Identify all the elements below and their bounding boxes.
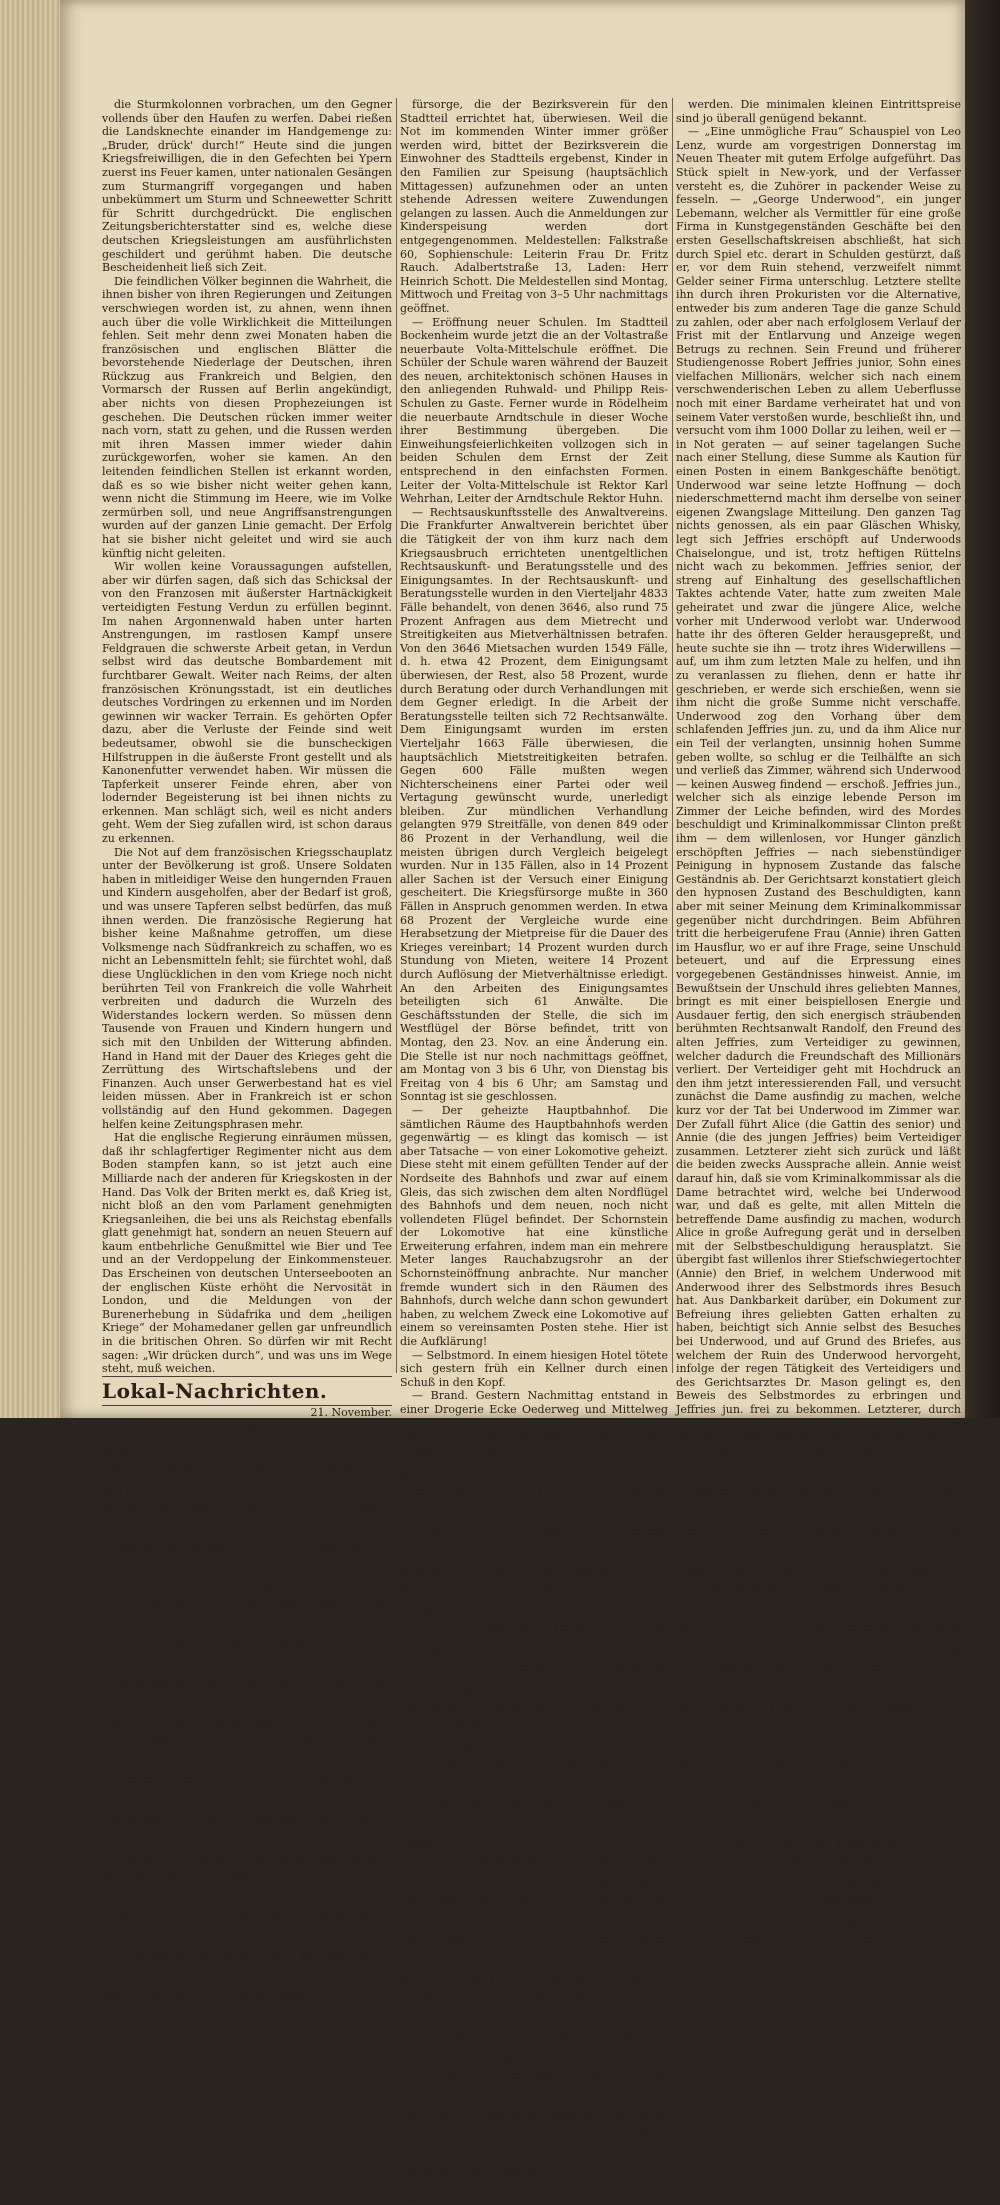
column-1 bbox=[102, 98, 392, 2004]
news-item: — Bockenheimer Turngemeinde. Sonntag, den 22. November Ausflug der Schüler-Abteilung, Heiligenstock-Vilbel. Abmarsch 8 Uhr morgens vom Vereinshaus, Marburgerstraße 28. Verbunden mit Kriegsspiel gegen Wartburgverein Frankfurt a. M. Leiter: die Herren C. Wolfe und W. Pfister. Freunde und Gönner sind herzlichst willkommen. bbox=[400, 1729, 668, 1851]
poem-line: Aus der ersten Batterie. bbox=[751, 1946, 886, 1960]
poem-line: Frankfurt „Patentante“ nennt, bbox=[734, 1865, 903, 1879]
news-item: — Albert Schumann-Theater. Morgen Sonntag, den 22. Mts., gelangt als 50. zu großem Erfolge bisher zur Darstellung gebrachte vaterländische Volksspiel: „Kamerad Männe“ in zwei Vorstellungen, nachmittags 4 Uhr und abends 8 Uhr zur Aufführung und zwar nachmittags wie abends in gleicher bisheriger erstklassiger Besetzung. Billets können auch telephonisch (Amt 4603) vorbestellt bbox=[400, 2069, 668, 2205]
article-paragraph: Wir wollen keine Voraussagungen aufstellen, aber wir dürfen sagen, daß sich das Schicksal der von den Franzosen mit äußerster Hartnäckigkeit verteidigten Festung Verdun zu erfüllen beginnt. Im nahen Argonnenwald haben unter harten Anstrengungen, im rastlosen Kampf unsere Feldgrauen die schwerste Arbeit getan, in Verdun selbst wird das deutsche Bombardement mit furchtbarer Gewalt. Weiter nach Reims, der alten französischen Krönungsstadt, ist ein deutliches deutsches Vordringen zu erkennen und im Norden gewinnen wir wacker Terrain. Es gehörten Opfer dazu, aber die Verluste der Feinde sind weit bedeutsamer, obwohl sie die bunscheckigen Hilfstruppen in die äußerste Front gestellt und als Kanonenfutter verwendet haben. Wir müssen die Tapferkeit unserer Feinde ehren, aber von lodernder Begeisterung ist bei ihnen nichts zu erkennen. Man schlägt sich, weil es nicht anders geht. Wem der Sieg zufallen wird, ist schon daraus zu erkennen. bbox=[102, 560, 392, 846]
column-2 bbox=[400, 98, 668, 2205]
news-item: — Rechtsauskunftsstelle des Anwaltvereins. Die Frankfurter Anwaltverein berichtet über die Tätigkeit der von ihm kurz nach dem Kriegsausbruch errichteten unentgeltlichen Rechtsauskunft- und Beratungsstelle und des Einigungsamtes. In der Rechtsauskunft- und Beratungsstelle wurden in den Vierteljahr 4833 Fälle behandelt, von denen 3646, also rund 75 Prozent Anfragen aus dem Mietrecht und Streitigkeiten aus Mietverhältnissen betrafen. Von den 3646 Mietsachen wurden 1549 Fälle, d. h. etwa 42 Prozent, dem Einigungsamt überwiesen, der Rest, also 58 Prozent, wurde durch Beratung oder durch Verhandlungen mit dem Gegner erledigt. In die Arbeit der Beratungsstelle teilten sich 72 Rechtsanwälte. Dem Einigungsamt wurden im ersten Vierteljahr 1663 Fälle überwiesen, die hauptsächlich Mietstreitigkeiten betrafen. Gegen 600 Fälle mußten wegen Nichterscheinens einer Partei oder weil Vertagung gewünscht wurde, unerledigt bleiben. Zur mündlichen Verhandlung gelangten 979 Streitfälle, von denen 849 oder 86 Prozent in der Verhandlung, weil die meisten übrigen durch Vergleich beigelegt wurden. Nur in 135 Fällen, also in 14 Prozent aller Sachen ist der Versuch einer Einigung gescheitert. Die Kriegsfürsorge mußte in 360 Fällen in Anspruch genommen werden. In etwa 68 Prozent der Vergleiche wurde eine Herabsetzung der Mietpreise für die Dauer des Krieges vereinbart; 14 Prozent wurden durch Stundung von Mieten, weitere 14 Prozent durch Auflösung der Mietverhältnisse erledigt. An den Arbeiten des Einigungsamtes beteiligten sich 61 Anwälte. Die Geschäftsstunden der Stelle, die sich im Westflügel der Börse befindet, tritt von Montag, den 23. Nov. an eine Änderung ein. Die Stelle ist nur noch nachmittags geöffnet, am Montag von 3 bis 6 Uhr, von Dienstag bis Freitag von 4 bis 6 Uhr; am Samstag und Sonntag ist sie geschlossen. bbox=[400, 505, 668, 1104]
news-item: — Stadtverordneter von Lasaulx gefallen. Auf dem nordwestlichen Kriegsschauplatz ist der nationalliberale Stadtverordnete von Lasaulx gefallen. Herr von Lasaulx ist der Landwehroffizier a. D. war, hatte sich zu Beginn des Krieges wieder zur Verfügung gestellt und wurde Kompagnieführer in einem Landwehr-Regiment. Als solcher hatte er mehrere Wochen die Bahnhofswache in Namur. Vor etwa 14 Tagen mußte er mit seiner Kompagnie nach dem nordwestlichen Kriegsschauplatz, wo er von einer feindlichen Kugel getroffen, auf dem Feld der Ehre sein Leben aushauchte. bbox=[102, 1786, 392, 1949]
news-item: — „Eine unmögliche Frau“ Schauspiel von Leo Lenz, wurde am vorgestrigen Donnerstag im Neuen Theater mit gutem Erfolge aufgeführt. Das Stück spielt in New-york, und der Verfasser versteht es, die Zuhörer in packender Weise zu fesseln. — „George Underwood“, ein junger Lebemann, welcher als Vermittler für eine große Firma in Kunstgegenständen Geschäfte bei den ersten Gesellschaftskreisen abschließt, hat sich durch Spiel etc. derart in Schulden gestürzt, daß er, vor dem Ruin stehend, verzweifelt nimmt Gelder seiner Firma unterschlug. Letztere stellte ihn durch ihren Prokuristen vor die Alternative, entweder bis zum anderen Tage die ganze Schuld zu zahlen, oder aber nach erfolglosem Verlauf der Frist mit der Entlarvung und Anzeige wegen Betrugs zu rechnen. Sein Freund und früherer Studiengenosse Robert Jeffries junior, Sohn eines vielfachen Millionärs, welcher sich nach einem verschwenderischen Leben zu allem Ueberflusse noch mit einer Bardame verheiratet hat und von seinem Vater verstoßen wurde, beschließt ihn, und versucht vom ihm 1000 Dollar zu leihen, weil er — in Not geraten — auf seiner tagelangen Suche nach einer Stellung, diese Summe als Kaution für einen Posten in einem Bankgeschäfte benötigt. Underwood war seine letzte Hoffnung — doch niederschmetternd macht ihm derselbe von seiner eigenen Zwangslage Mitteilung. Den ganzen Tag nichts genossen, als ein paar Gläschen Whisky, legt sich Jeffries erschöpft auf Underwoods Chaiselongue, und ist, trotz heftigen Rüttelns nicht wach zu bekommen. Jeffries senior, der streng auf Einhaltung des gesellschaftlichen Taktes achtende Vater, hatte zum zweiten Male geheiratet und zwar die jüngere Alice, welche vorher mit Underwood verlobt war. Underwood hatte ihr des öfteren Gelder herausgepreßt, und heute suchte sie ihn — trotz ihres Widerwillens — auf, um ihm zum letzten Male zu helfen, und ihn zu veranlassen zu fliehen, denn er hatte ihr geschrieben, er werde sich erschießen, wenn sie ihm nicht die große Summe nicht verschaffe. Underwood zog den Vorhang über dem schlafenden Jeffries jun. zu, und da ihm Alice nur ein Teil der verlangten, unsinnig hohen Summe geben wollte, so schlug er die Teilhälfte an sich und verließ das Zimmer, während sich Underwood — keinen Ausweg findend — erschoß. Jeffries jun., welcher sich als einzige lebende Person im Zimmer der Leiche befinden, wird des Mordes beschuldigt und Kriminalkommissar Clinton preßt ihm — dem willenlosen, vor Hunger gänzlich erschöpften Jeffries — nach siebenstündiger Peinigung in hypnosem Zustande das falsche Geständnis ab. Der Gerichtsarzt konstatiert gleich den hypnosen Zustand des Beschuldigten, kann aber mit seiner Meinung dem Kriminalkommissar gegenüber nicht durchdringen. Beim Abführen tritt die herbeigerufene Frau (Annie) ihren Gatten im Hausflur, wo er auf ihre Frage, seine Unschuld beteuert, und auf die Erpressung eines vorgegebenen Geständnisses hinweist. Annie, im Bewußtsein der Unschuld ihres geliebten Mannes, bringt es mit einer beispiellosen Energie und Ausdauer fertig, den sich energisch sträubenden berühmten Rechtsanwalt Randolf, den Freund des alten Jeffries, zum Verteidiger zu gewinnen, welcher dadurch die Freundschaft des Millionärs verliert. Der Verteidiger geht mit Hochdruck an den ihm jetzt interessierenden Fall, und versucht zunächst die Dame ausfindig zu machen, welche kurz vor der Tat bei Underwood im Zimmer war. Der Zufall führt Alice (die Gattin des senior) und Annie (die des jungen Jeffries) beim Verteidiger zusammen. Letzterer zieht sich zurück und läßt die beiden zwecks Aussprache allein. Annie weist darauf hin, daß sie vom Kriminalkommissar als die Dame betrachtet wird, welche bei Underwood war, und daß es gelte, mit allen Mitteln die betreffende Dame ausfindig zu machen, wodurch Alice in große Aufregung gerät und in derselben mit der Selbstbeschuldigung herausplatzt. Sie übergibt fast willenlos ihrer Stiefschwiegertochter (Annie) den Brief, in welchem Underwood mit Anderwood ihrer des Selbstmords ihres Besuch hat. Aus Dankbarkeit darüber, ein Dokument zur Befreiung ihres geliebten Gatten erhalten zu haben, beichtigt sich Annie selbst des Besuches bei Underwood, und auf Grund des Briefes, aus welchem der Ruin des Underwood hervorgeht, infolge der regen Tätigkeit des Verteidigers und des Gerichtsarztes Dr. Mason gelingt es, den Beweis des Selbstmordes zu erbringen und Jeffries jun. frei zu bekommen. Letzterer, durch die ungewohnten Entbehrungen und seelischen Strapazen ganz mitgenommen, soll mit seinem, ihn bisher verstoßenen Vater und seiner Stiefmutter angeblich wegen Erholung, in Wirklichkeit aber zwecks Scheidung von seiner „kompromittierten, unebenbürtigen“ Frau, mit nach Italien genommen werden. Jeffries jun. will auf Annies Drängen, welche sich um die Gesundheit ihres Gatten abhärmt, auch einwilligen, bleibt aber doch bei seiner „unmöglichen Frau“ als er durch den Verteidiger erfährt, daß er jetzt entdeckt habe, daß der erwähnte Brief nicht an Annie, sondern an Alice Jeffries adressiert war, und als ihm Randolf aus Mitgefühl einen Posten auf seinem Bureau anbietet. — Das echt amerikanische Schauspiel fand durch die sehr gute Wiedergabe der Letztere stets viel Beifall. Es spielten: Underwood (Herr Rost), Jeffries senior (Herr Lexa), Alice (Frl. Leiko), Alice (Frl. Olly), Rechtsanwalt Randolf (Herr Kröpfer) und Kriminalkommissar Clinton (Herr Knauth) leisteten in ihren Rollen recht Gutes. bbox=[676, 125, 961, 1729]
poem-line: „Dank für all die Lieb' und Müh'“ bbox=[725, 1933, 912, 1947]
news-item: — Großfeuer. In der Wagnerei von Westenberger, Cranachstraße 13, brach in der letzten Nacht ein Brand aus. Er fand an den vielen Holzvorräten reiche Nahrung und zerstörte die Inneneinrichtungen und den größten Teil des im Hinterhaus belegenen Werkstätte. Die Feuerwehr hatte mit sechs Schlauchlinien fast vier Stunden zu tun, um des Brandes, der die Nachbargebäude schwer gefährdete, Herr zu werden. bbox=[400, 1457, 668, 1593]
binding-edge bbox=[960, 0, 1000, 1418]
poem-line: Wer wie's Regiment bbox=[762, 1851, 875, 1865]
poem-line: Nütz- und Süß- und Kleinigkeiten. bbox=[723, 1838, 914, 1851]
section-heading: Lokal-Nachrichten. bbox=[102, 1376, 392, 1406]
news-item: — Eine Sitzung der Stadtverordneten-Versammlung findet nächste Woche nicht statt. bbox=[102, 1759, 392, 1786]
news-item: — Die diesjährigen Weihnachtsferien für die Fortbildungs- und Fachschulen sind auf die Zeit vom 12. Dezember bis 4. Januar 1915 — den letzteren Tag einschließlich — festgesetzt worden. bbox=[400, 1593, 668, 1661]
column-rule bbox=[672, 98, 673, 1373]
news-item: — Brand. Gestern Nachmittag entstand in einer Drogerie Ecke Oederweg und Mittelweg ein Brand, der zwar von der Feuerwehr bald gelöscht wurde, an den Vorräten aber erheblichen Schaden anrichtete. bbox=[400, 1389, 668, 1457]
news-item: — Die erste Batterie des Nassauischen Feldartillerie-Regiments 63 Regiment „Frankfurt“ sendet folgenden Dank für eine Liebesgabensendung: bbox=[676, 1729, 961, 1784]
column-rule bbox=[396, 98, 397, 1373]
poem-line: Der kriegt jetzt von allen Seiten bbox=[729, 1824, 908, 1838]
news-item: — Weihnachtssammlung für unsere Soldaten. Wie wir erfahren, hat der erste Sammeltag der Weihnachtssammlung wieder dank der Opferbereitschaft der Frankfurter Bürgerschaft einen glänzenden Erfolg gehabt, besonders Wollsachen und Zigarren gingen in reichen Mengen ein. Das Gesamtresultat wird später bekannt gegeben. Die Kriegsfürsorge macht nochmals darauf aufmerksam, daß die bekannt gegebenen Sammelstellen auch Sonntag, den 22. November, nach dem Gottesdienst ununterbrochen bis 5 Uhr geöffnet sind, ferner, daß nunmehr auch Schokolade, Lebkuchen, sowie für den Soldat im Felde nützliche Gebrauchsgegenstände, wie Taschenmesser, Pfeifen, Taschenlampen, Notizbücher, Bleistifte, Briefpapier, Kerzen, Seife usw. gesammelt werden. Obwohl zirka 1200 Sammelerinnen, unter Leitung von zirka 50 Damen, bei der Weihnachtssammlung tätig sind, ist es nicht möglich, alle Haushaltungen zu besuchen. Diejenigen Herrschaften, bei denen nicht gesammelt wurde, werden deshalb gebeten, ihre Gaben bis spätestens Montag, den 23. November, nachmittags 5 Uhr zu den bekannten Sammelstellen hinzubringen. bbox=[102, 1419, 392, 1759]
column-3 bbox=[676, 98, 961, 1960]
article-paragraph: Die feindlichen Völker beginnen die Wahrheit, die ihnen bisher von ihren Regierungen und Zeitungen verschwiegen worden ist, zu ahnen, wenn ihnen auch über die volle Wirklichkeit die Mitteilungen fehlen. Seit mehr denn zwei Monaten haben die französischen und englischen Blätter die bevorstehende Niederlage der Deutschen, ihren Rückzug aus Frankreich und Belgien, den Vormarsch der Russen auf Berlin angekündigt, aber nichts von diesen Prophezeiungen ist geschehen. Die Deutschen rücken immer weiter nach vorn, statt zu gehen, und die Russen werden mit ihren Massen immer wieder dahin zurückgeworfen, woher sie kamen. An den leitenden feindlichen Stellen ist erkannt worden, daß es so wie bisher nicht weiter gehen kann, wenn nicht die Stimmung im Heere, wie im Volke zermürben soll, und neue Angriffsanstrengungen wurden auf der ganzen Linie gemacht. Der Erfolg hat sie bisher nicht geleitet und wird sie auch künftig nicht geleiten. bbox=[102, 274, 392, 560]
poem-title: An Frankfurt. bbox=[767, 1783, 870, 1797]
dateline: 21. November. bbox=[310, 1405, 392, 1419]
news-item: werden. Die minimalen kleinen Eintrittspreise sind jo überall genügend bekannt. bbox=[676, 98, 961, 125]
poem-line: Dröhnt's vergrößert, hurra brausend: bbox=[713, 1919, 924, 1933]
news-item: fürsorge, die der Bezirksverein für den Stadtteil errichtet hat, überwiesen. Weil die Not im kommenden Winter immer größer werden wird, bittet der Bezirksverein die Einwohner des Stadtteils ergebenst, Kinder in den Familien zur Speisung (hauptsächlich Mittagessen) aufzunehmen oder an unten stehende Adressen weitere Zuwendungen gelangen zu lassen. Auch die Anmeldungen zur Kinderspeisung werden dort entgegengenommen. Meldestellen: Falkstraße 60, Sophienschule: Leiterin Frau Dr. Fritz Rauch. Adalbertstraße 13, Laden: Herr Heinrich Schott. Die Meldestellen sind Montag, Mittwoch und Freitag von 3–5 Uhr nachmittags geöffnet. bbox=[400, 98, 668, 315]
poem-line: Eine Riesenliebesgabe. bbox=[753, 1892, 884, 1906]
poem-line: Drum wie 1:100000 bbox=[763, 1905, 874, 1919]
poem-line: Kriegt in größerem Maßstabe bbox=[735, 1878, 902, 1892]
news-item: — Bezirksverein Bockenheim. Bei der am 4. November veranstalteten „Vaterländischen Kundgebung“ wurden 400 Mark eingenommen. Der gesamte Betrag wurde der Kinder- bbox=[102, 1949, 392, 2004]
news-item: — Eröffnung neuer Schulen. Im Stadtteil Bockenheim wurde jetzt die an der Voltastraße neuerbaute Volta-Mittelschule eröffnet. Die Schüler der Schule waren während der Bauzeit des neuen, architektonisch schönen Hauses in den anliegenden Ruhwald- und Philipp Reis-Schulen zu Gaste. Ferner wurde in Rödelheim die neuerbaute Arndtschule in dieser Woche ihrer Bestimmung übergeben. Die Einweihungsfeierlichkeiten vollzogen sich in beiden Schulen dem Ernst der Zeit entsprechend in den einfachsten Formen. Leiter der Volta-Mittelschule ist Rektor Karl Wehrhan, Leiter der Arndtschule Rektor Huhn. bbox=[400, 315, 668, 506]
poem-line: Wer im Dorfe oder Stadt bbox=[750, 1797, 887, 1811]
article-paragraph: Hat die englische Regierung einräumen müssen, daß ihr schlagfertiger Regimenter nicht aus dem Boden stampfen kann, so ist jetzt auch eine Milliarde nach der anderen für Kriegskosten in der Hand. Das Volk der Briten merkt es, daß Krieg ist, nicht bloß an den vom Parlament genehmigten Kriegsanleihen, die bei uns als Reichstag ebenfalls glatt genehmigt hat, sondern an neuen Steuern auf kaum entbehrliche Genußmittel wie Bier und Tee und an der Verdoppelung der Einkommensteuer. Das Erscheinen von deutschen Unterseebooten an der englischen Küste erhöht die Nervosität in London, und die Meldungen von der Burenerhebung in Südafrika und dem „heiligen Kriege“ der Mohamedaner gellen gar unfreundlich in die britischen Ohren. So dürfen wir mit Recht sagen: „Wir drücken durch“, und was uns im Wege steht, muß weichen. bbox=[102, 1131, 392, 1376]
news-item: — Wir wollen nochmals hinweisen auf die am morgigen Sonntag, nachmittags 4 Uhr in der Liebig-Oberrealschule stattfindende Veranstaltung zum Besten der Notleidenden in den Reichslanden. bbox=[400, 1661, 668, 1729]
news-item: — Der Stenographenklub „Gabelsberger“ nebst Stenographischem Damenverein zu Frankfurt a. M.-West, gegründet 1896, eröffnet am Montag, den 23. bezw. 30. November d. Js. einen neuen Lehrgang für Anfänger (Damen und Herren) in der Gabelsberger'schen Stenographie. Der Unterricht findet jeweils Montag-Abend um 8 Uhr in der Kaufungerschule (Eingang Kaufungerstraße) statt und sind alle Teilnehmer herzlichst willkommen. Das Honorar beträgt für den Kurs 8 Mk. einschließlich Lehrbücher und Hefte. Anmeldungen werden bei Beginn des Unterrichts, als auch vorher bei Herrn Karl Raspe, hier, Am Weingarten 16 a, entgegengenommen. bbox=[400, 1851, 668, 2069]
news-item: — Der geheizte Hauptbahnhof. Die sämtlichen Räume des Hauptbahnhofs werden gegenwärtig — es klingt das komisch — ist aber Tatsache — von einer Lokomotive geheizt. Diese steht mit einem gefüllten Tender auf der Nordseite des Bahnhofs und zwar auf einem Gleis, das sich zwischen dem alten Nordflügel des Bahnhofs und dem neuen, noch nicht vollendeten Flügel befindet. Der Schornstein der Lokomotive hat eine künstliche Erweiterung erfahren, indem man ein mehrere Meter langes Rauchabzugsrohr an der Schornsteinöffnung anbrachte. Nur mancher fremde wundert sich in den Räumen des Bahnhofs, durch welche dann schon gewundert haben, zu welchem Zweck eine Lokomotive auf einem so vereinsamten Posten stehe. Hier ist die Aufklärung! bbox=[400, 1103, 668, 1349]
article-paragraph: die Sturmkolonnen vorbrachen, um den Gegner vollends über den Haufen zu werfen. Dabei rießen die Landsknechte einander im Handgemenge zu: „Bruder, drück' durch!“ Heute sind die jungen Kriegsfreiwilligen, die in den Gefechten bei Ypern zuerst ins Feuer kamen, unter nationalen Gesängen zum Sturmangriff vorgegangen und haben unbekümmert um Sturm und Schneewetter Schritt für Schritt durchgedrückt. Die englischen Zeitungsberichterstatter sind es, welche diese deutschen Kriegsleistungen am ausführlichsten geschildert und gerühmt haben. Die deutsche Bescheidenheit ließ sich Zeit. bbox=[102, 98, 392, 275]
poem-line: Tanten, Onkels wohnen hat, bbox=[740, 1810, 897, 1824]
article-paragraph: Die Not auf dem französischen Kriegsschauplatz unter der Bevölkerung ist groß. Unsere Soldaten haben in mitleidiger Weise den hungernden Frauen und Kindern ausgeholfen, aber der Bedarf ist groß, und was unsere Tapferen selbst bedürfen, das muß ihnen werden. Die französische Regierung hat bisher keine Maßnahme getroffen, um diese Volksmenge nach Südfrankreich zu schaffen, wo es nicht an Lebensmitteln fehlt; sie fürchtet wohl, daß diese Unglücklichen in den vom Kriege noch nicht berührten Teil von Frankreich die volle Wahrheit verbreiten und dadurch die Wurzeln des Widerstandes lockern werden. So müssen denn Tausende von Frauen und Kindern hungern und sich mit den Unbilden der Witterung abfinden. Hand in Hand mit der Dauer des Krieges geht die Zerrüttung des Wirtschaftslebens und der Finanzen. Auch unser Gerwerbestand hat es viel leiden müssen. Aber in Frankreich ist er schon vollständig auf den Hund gekommen. Dagegen helfen keine Zeitungsphrasen mehr. bbox=[102, 845, 392, 1131]
news-item: — Selbstmord. In einem hiesigen Hotel tötete sich gestern früh ein Kellner durch einen Schuß in den Kopf. bbox=[400, 1348, 668, 1389]
